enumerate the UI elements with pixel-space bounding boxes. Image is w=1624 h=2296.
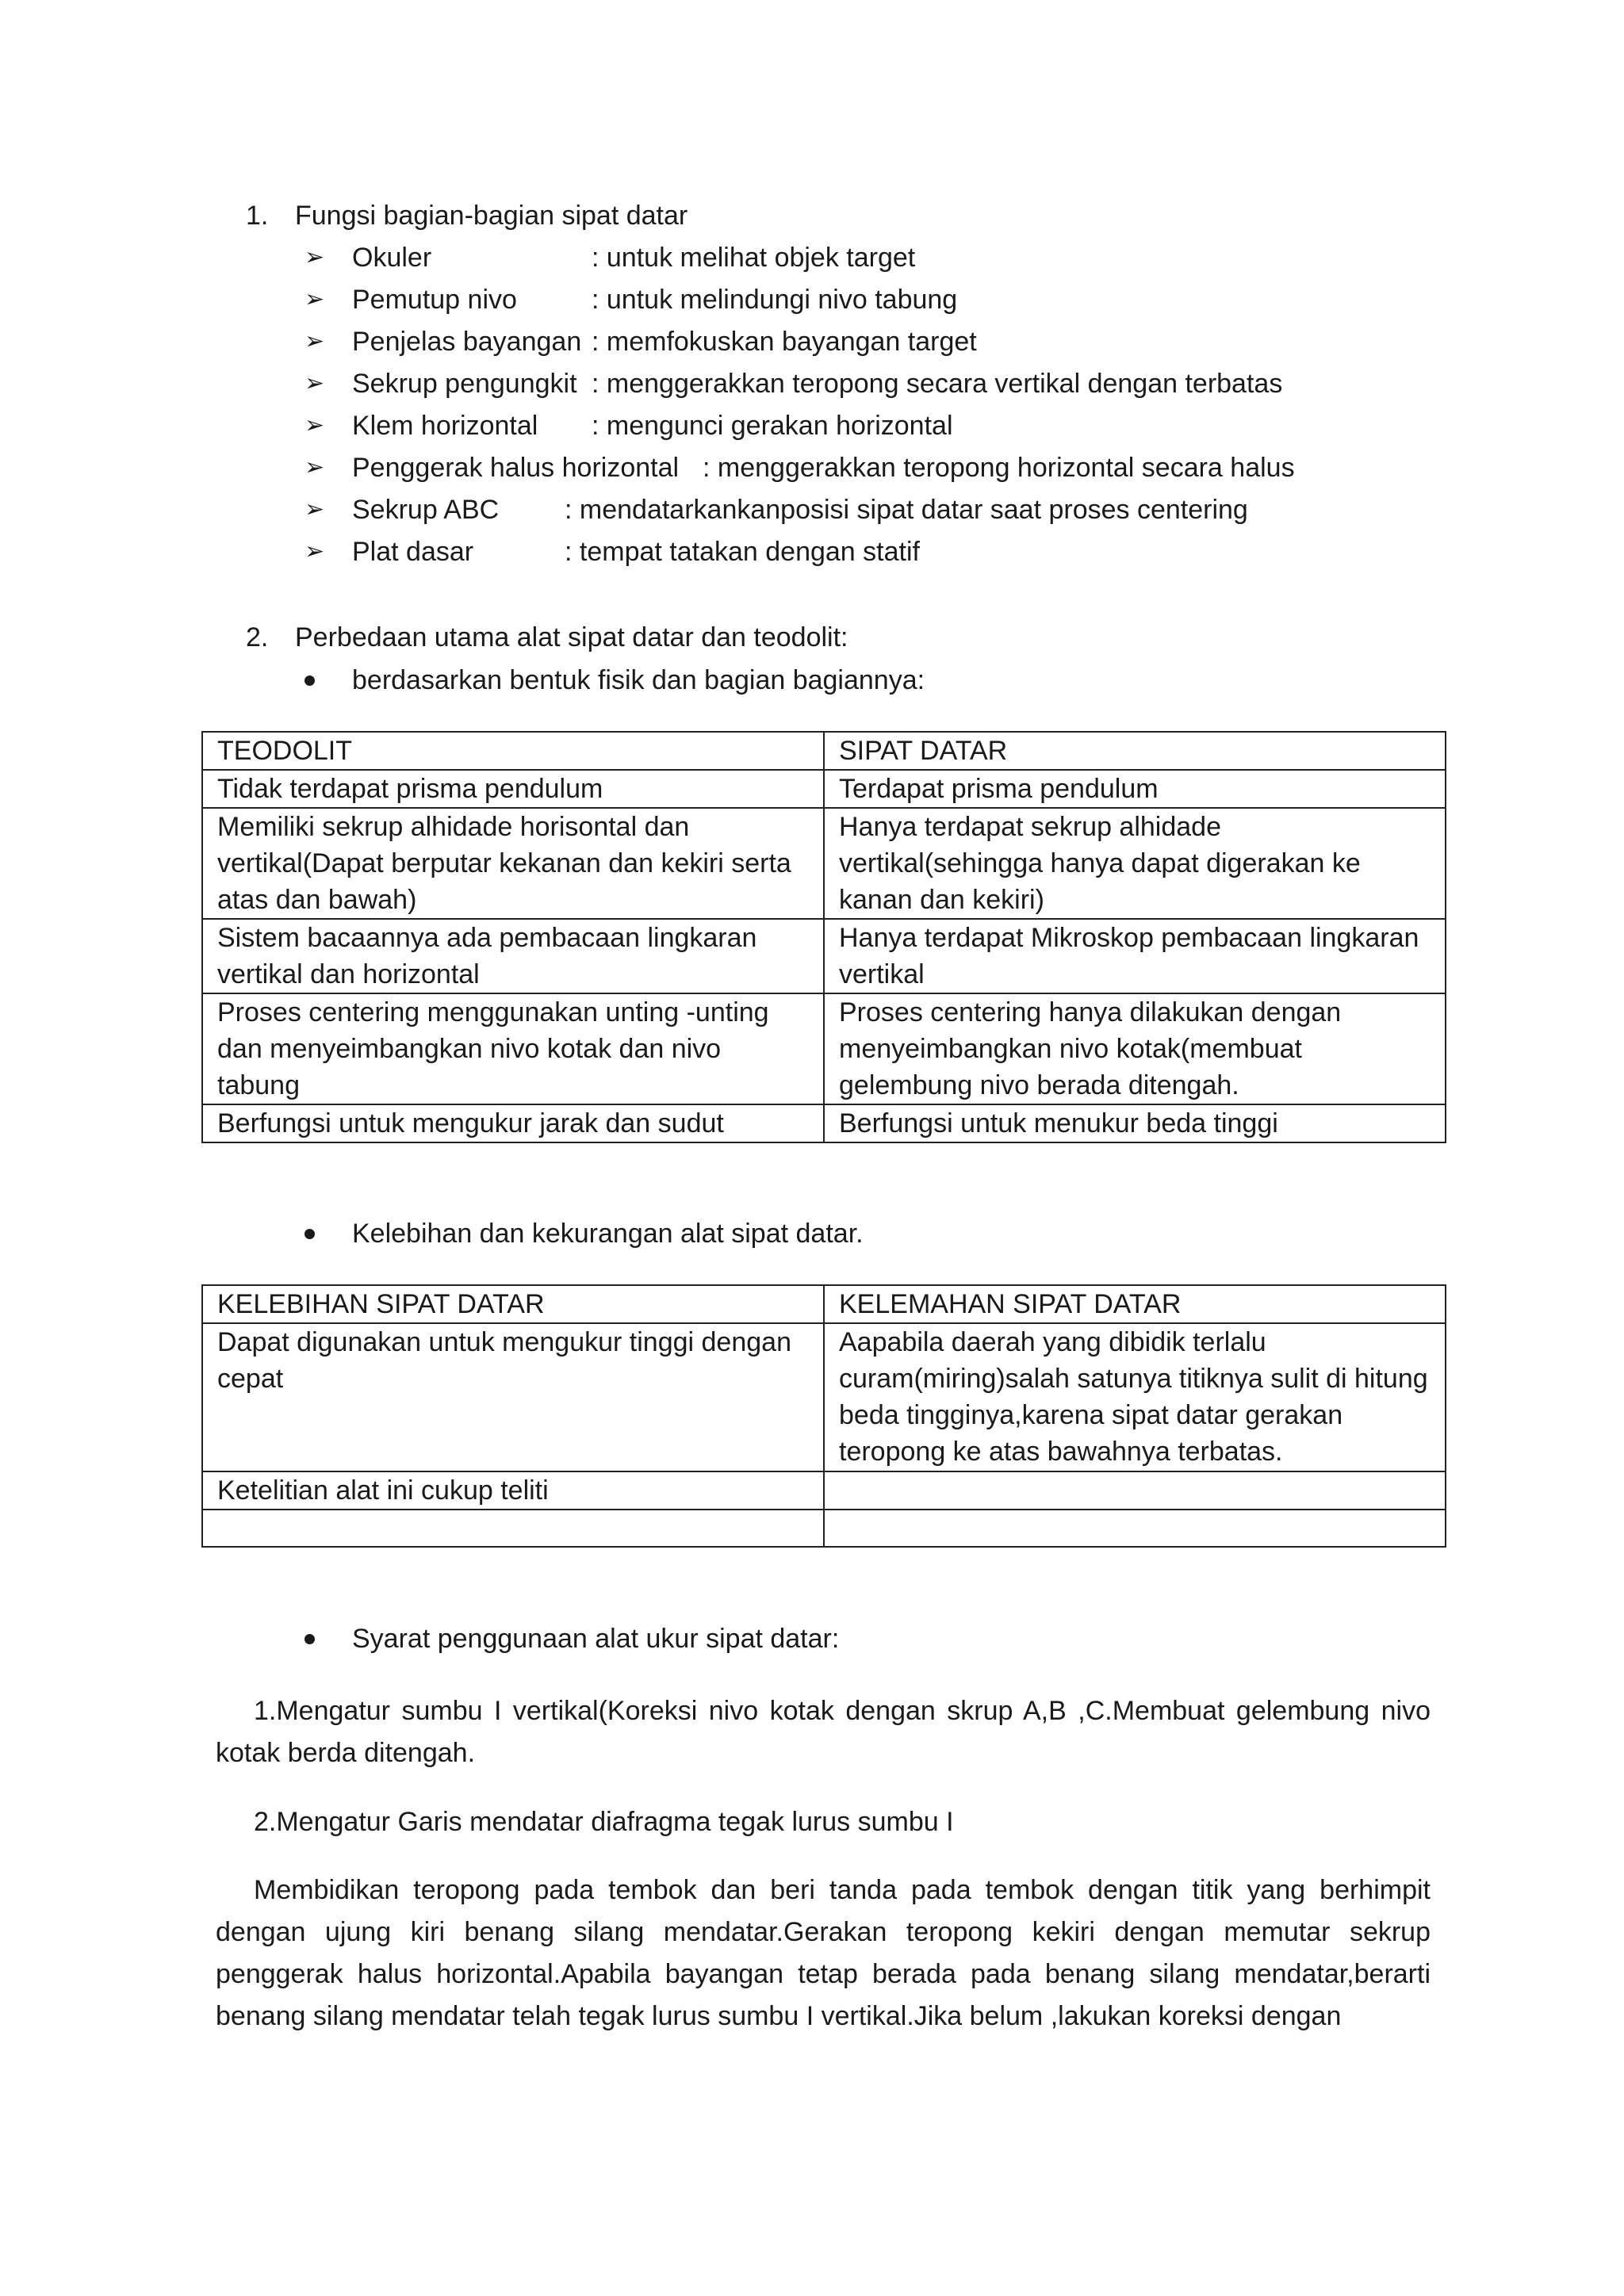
table-row — [202, 919, 1446, 993]
paragraph-text: 1.Mengatur sumbu I vertikal(Koreksi nivo kotak dengan skrup A,B ,C.Membuat gelembung nivo kotak berda ditengah. — [216, 1696, 1431, 1768]
list-item-term: Okuler — [352, 243, 432, 273]
table-row — [202, 1323, 1446, 1471]
comparison-table — [201, 731, 1446, 1143]
paragraph — [216, 1690, 1431, 1774]
list-item-desc: : tempat tatakan dengan statif — [565, 537, 920, 567]
list-item-desc: : untuk melihat objek target — [592, 243, 916, 273]
table-cell: Tidak terdapat prisma pendulum — [202, 770, 824, 808]
table-cell: Terdapat prisma pendulum — [824, 770, 1446, 808]
section1-number: 1. — [246, 201, 269, 231]
table-row — [202, 993, 1446, 1104]
list-item-term: Penjelas bayangan — [352, 327, 582, 357]
table-cell: Hanya terdapat sekrup alhidade vertikal(sehingga hanya dapat digerakan ke kanan dan kekiri) — [824, 808, 1446, 919]
table-cell — [202, 1510, 824, 1547]
list-item-term: Plat dasar — [352, 537, 474, 567]
table-row — [202, 1471, 1446, 1510]
arrow-bullet-icon: ➢ — [304, 328, 325, 354]
paragraph-text: 2.Mengatur Garis mendatar diafragma tegak lurus sumbu I — [254, 1807, 954, 1837]
list-item-term: Pemutup nivo — [352, 285, 517, 315]
list-item-desc: : untuk melindungi nivo tabung — [592, 285, 958, 315]
table-cell: Proses centering hanya dilakukan dengan menyeimbangkan nivo kotak(membuat gelembung nivo berada ditengah. — [824, 993, 1446, 1104]
list-item-desc: : menggerakkan teropong horizontal secara halus — [703, 453, 1295, 483]
table-cell: Berfungsi untuk menukur beda tinggi — [824, 1104, 1446, 1142]
table-header-cell: KELEMAHAN SIPAT DATAR — [824, 1285, 1446, 1323]
section2-title: Perbedaan utama alat sipat datar dan teodolit: — [295, 622, 848, 652]
table-cell — [824, 1510, 1446, 1547]
bullet-dot-icon — [304, 1229, 315, 1239]
section2-number: 2. — [246, 622, 269, 652]
section1-title: Fungsi bagian-bagian sipat datar — [295, 201, 688, 231]
paragraph — [216, 1801, 1431, 1843]
arrow-bullet-icon: ➢ — [304, 244, 325, 270]
table-cell: Hanya terdapat Mikroskop pembacaan lingkaran vertikal — [824, 919, 1446, 993]
table-cell: Memiliki sekrup alhidade horisontal dan vertikal(Dapat berputar kekanan dan kekiri serta atas dan bawah) — [202, 808, 824, 919]
arrow-bullet-icon: ➢ — [304, 538, 325, 564]
arrow-bullet-icon: ➢ — [304, 286, 325, 312]
list-item-desc: : mendatarkankanposisi sipat datar saat proses centering — [565, 495, 1248, 525]
table-cell — [824, 1471, 1446, 1510]
table-cell: Aapabila daerah yang dibidik terlalu curam(miring)salah satunya titiknya sulit di hitung beda tingginya,karena sipat datar gerakan teropong ke atas bawahnya terbatas. — [824, 1323, 1446, 1471]
table-header-row — [202, 1285, 1446, 1323]
table-header-cell: KELEBIHAN SIPAT DATAR — [202, 1285, 824, 1323]
table-row — [202, 1104, 1446, 1142]
list-item-term: Penggerak halus horizontal — [352, 453, 680, 483]
table-row — [202, 770, 1446, 808]
list-item-desc: : menggerakkan teropong secara vertikal dengan terbatas — [592, 369, 1283, 399]
bullet-text: Kelebihan dan kekurangan alat sipat datar. — [352, 1219, 864, 1249]
table-row — [202, 1510, 1446, 1547]
table-cell: Berfungsi untuk mengukur jarak dan sudut — [202, 1104, 824, 1142]
table-header-cell: TEODOLIT — [202, 732, 824, 770]
bullet-dot-icon — [304, 1634, 315, 1644]
table-cell: Ketelitian alat ini cukup teliti — [202, 1471, 824, 1510]
list-item-term: Sekrup ABC — [352, 495, 500, 525]
arrow-bullet-icon: ➢ — [304, 496, 325, 522]
table-row — [202, 808, 1446, 919]
paragraph-text: Membidikan teropong pada tembok dan beri tanda pada tembok dengan titik yang berhimpit dengan ujung kiri benang silang mendatar.Gerakan teropong kekiri dengan memutar sekrup penggerak halus horizontal.Apabila bayangan tetap berada pada benang silang mendatar,berarti benang silang mendatar telah tegak lurus sumbu I vertikal.Jika belum ,lakukan koreksi dengan — [216, 1875, 1431, 2031]
bullet-text: berdasarkan bentuk fisik dan bagian bagiannya: — [352, 665, 925, 695]
list-item-desc: : mengunci gerakan horizontal — [592, 411, 953, 441]
table-header-cell: SIPAT DATAR — [824, 732, 1446, 770]
bullet-text: Syarat penggunaan alat ukur sipat datar: — [352, 1624, 840, 1654]
paragraph — [216, 1869, 1431, 2038]
arrow-bullet-icon: ➢ — [304, 454, 325, 480]
arrow-bullet-icon: ➢ — [304, 412, 325, 438]
bullet-dot-icon — [304, 675, 315, 686]
list-item-desc: : memfokuskan bayangan target — [592, 327, 977, 357]
table-cell: Proses centering menggunakan unting -unting dan menyeimbangkan nivo kotak dan nivo tabung — [202, 993, 824, 1104]
arrow-bullet-icon: ➢ — [304, 370, 325, 396]
table-cell: Dapat digunakan untuk mengukur tinggi dengan cepat — [202, 1323, 824, 1471]
list-item-term: Sekrup pengungkit — [352, 369, 577, 399]
list-item-term: Klem horizontal — [352, 411, 538, 441]
table-cell: Sistem bacaannya ada pembacaan lingkaran vertikal dan horizontal — [202, 919, 824, 993]
pros-cons-table — [201, 1284, 1446, 1548]
table-header-row — [202, 732, 1446, 770]
